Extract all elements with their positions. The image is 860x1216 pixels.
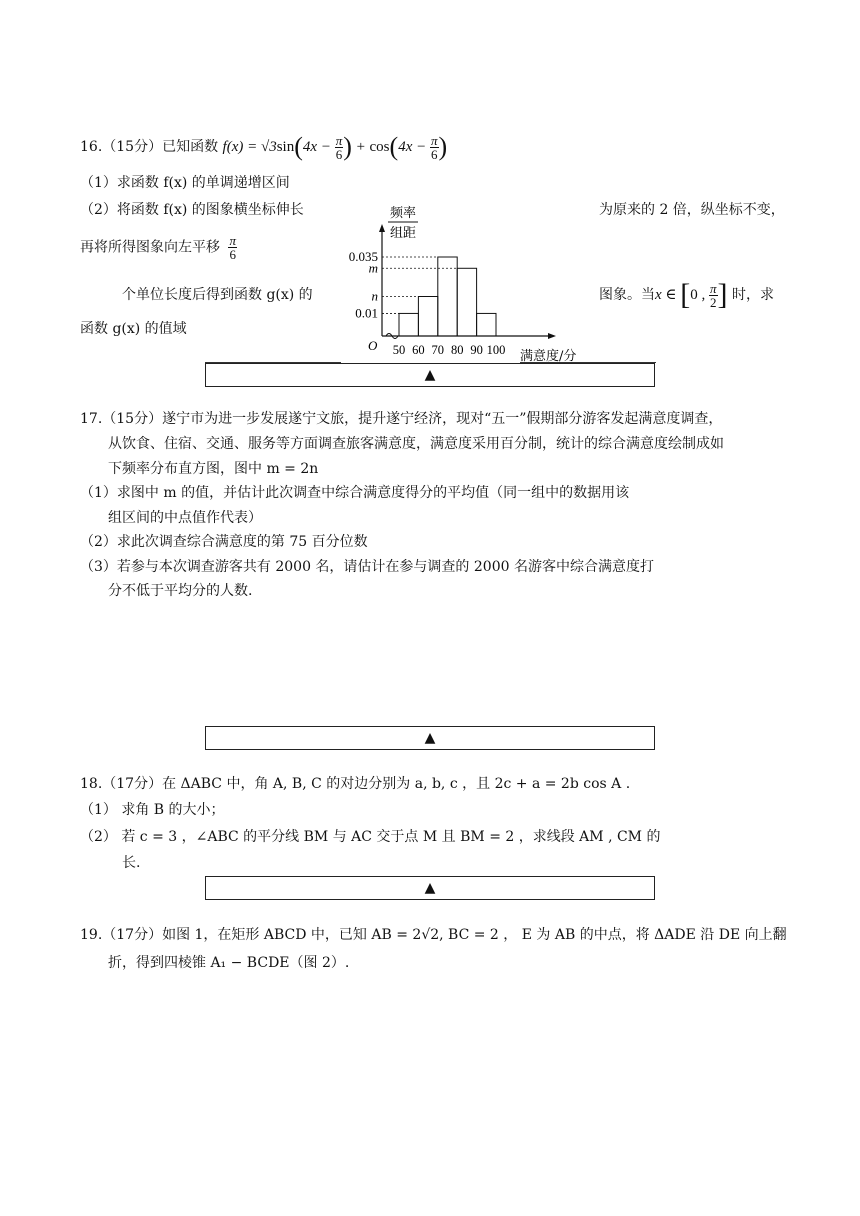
q18-part1: （1） 求角 B 的大小； [80, 802, 225, 818]
q16-minus-a: − [317, 139, 335, 155]
q16-part1: （1）求函数 f(x) 的单调递增区间 [80, 175, 290, 191]
q16-part2d: 个单位长度后得到函数 g(x) 的 [122, 287, 313, 303]
q16-part2a: （2）将函数 f(x) 的图象横坐标伸长 [80, 202, 304, 218]
q16-plus: + [351, 139, 370, 155]
q16-sqrt3: √3 [260, 139, 277, 155]
q18-part2: （2） 若 c = 3 ，∠ABC 的平分线 BM 与 AC 交于点 M 且 BM = 2 ，求线段 AM , CM 的 [80, 829, 661, 845]
q16-shift-frac: $\frac{\pi}{6}$ [229, 233, 236, 262]
q16-part2c: 再将所得图象向左平移 [80, 239, 220, 256]
q16-x-in: x ∈ [655, 287, 681, 303]
q16-part2f: 时，求 [731, 287, 774, 303]
chart-ylabel-bottom: 组距 [390, 226, 417, 241]
q18-line1: 18.（17分）在 ΔABC 中，角 A, B, C 的对边分别为 a, b, c ，且 2c + a = 2b cos A . [80, 776, 631, 792]
q17-line3: 下频率分布直方图，图中 m = 2n [108, 461, 319, 477]
q16-part2e: 图象。当 [599, 287, 655, 303]
q16-part2c-line [80, 234, 237, 261]
histogram-bar [418, 297, 437, 337]
q17-part1: （1）求图中 m 的值，并估计此次调查中综合满意度得分的平均值（同一组中的数据用该 [80, 485, 630, 501]
q17-line1: 17.（15分）遂宁市为进一步发展遂宁文旅，提升遂宁经济，现对“五一”假期部分游客发起满意度调查， [80, 411, 723, 427]
answer-box-16[interactable]: ▲ [205, 363, 655, 387]
histogram-bar [399, 313, 418, 336]
histogram-bar [477, 313, 496, 336]
x-tick-label: 70 [431, 343, 445, 357]
chart-x-arrow [548, 333, 556, 339]
chart-y-arrow [379, 224, 385, 232]
q16-frac-b: $\frac{\pi}{6}$ [430, 132, 438, 162]
q16-cos: cos [369, 139, 390, 155]
q17-part3: （3）若参与本次调查游客共有 2000 名，请估计在参与调查的 2000 名游客中综合满意度打 [80, 559, 654, 575]
y-tick-label: n [371, 288, 378, 304]
answer-box-17[interactable]: ▲ [205, 726, 655, 750]
y-tick-label: m [368, 260, 378, 276]
q19-line1: 19.（17分）如图 1，在矩形 ABCD 中，已知 AB = 2√2, BC = 2 ， E 为 AB 的中点，将 ΔADE 沿 DE 向上翻 [80, 927, 787, 943]
x-tick-label: 100 [486, 343, 506, 357]
q16-formula-lhs: f(x) = [222, 139, 261, 155]
x-tick-label: 80 [450, 343, 464, 357]
x-tick-label: 90 [470, 343, 483, 357]
q19-line2: 折，得到四棱锥 A₁ − BCDE（图 2）. [108, 955, 350, 971]
q17-part3-cont: 分不低于平均分的人数. [108, 583, 253, 599]
q17-part1-cont: 组区间的中点值作代表） [108, 510, 262, 526]
q16-minus-b: − [412, 139, 430, 155]
q16-frac-a: $\frac{\pi}{6}$ [335, 132, 343, 162]
chart-origin: O [368, 338, 378, 353]
q16-4x-b: 4x [398, 139, 413, 155]
histogram-bar [438, 257, 457, 336]
y-tick-label: 0.035 [348, 249, 378, 264]
q16-part2g: 函数 g(x) 的值域 [80, 321, 187, 337]
answer-box-18[interactable]: ▲ [205, 876, 655, 900]
histogram-bar [457, 268, 476, 336]
q18-part2-cont: 长. [122, 855, 141, 871]
q16-zero: 0 [690, 287, 698, 303]
q17-line2: 从饮食、住宿、交通、服务等方面调查旅客满意度，满意度采用百分制，统计的综合满意度绘制成如 [108, 436, 724, 452]
chart-xlabel: 满意度/分 [520, 349, 577, 364]
y-tick-label: 0.01 [355, 305, 378, 321]
chart-ylabel-top: 频率 [390, 206, 417, 221]
q16-sin: sin [276, 139, 295, 155]
frequency-histogram [330, 200, 590, 370]
x-tick-label: 50 [392, 343, 406, 357]
q16-part2b: 为原来的 2 倍，纵坐标不变， [599, 202, 785, 218]
q16-head-line: 16.（15分）已知函数 f(x) = √3sin(4x − $\frac{\pi}{6}$ ) + cos(4x − $\frac{\pi}{6}$ ) [80, 132, 448, 162]
q16-part2e-line: 图象。当x ∈ [0 , $\frac{\pi}{2}$ ] 时，求 [599, 278, 774, 311]
q16-comma: , [697, 287, 710, 303]
x-tick-label: 60 [412, 343, 425, 357]
q17-part2: （2）求此次调查综合满意度的第 75 百分位数 [80, 534, 368, 550]
q16-head: 16.（15分）已知函数 [80, 139, 219, 155]
q16-interval-frac: $\frac{\pi}{2}$ [710, 280, 717, 310]
q16-4x-a: 4x [302, 139, 318, 155]
